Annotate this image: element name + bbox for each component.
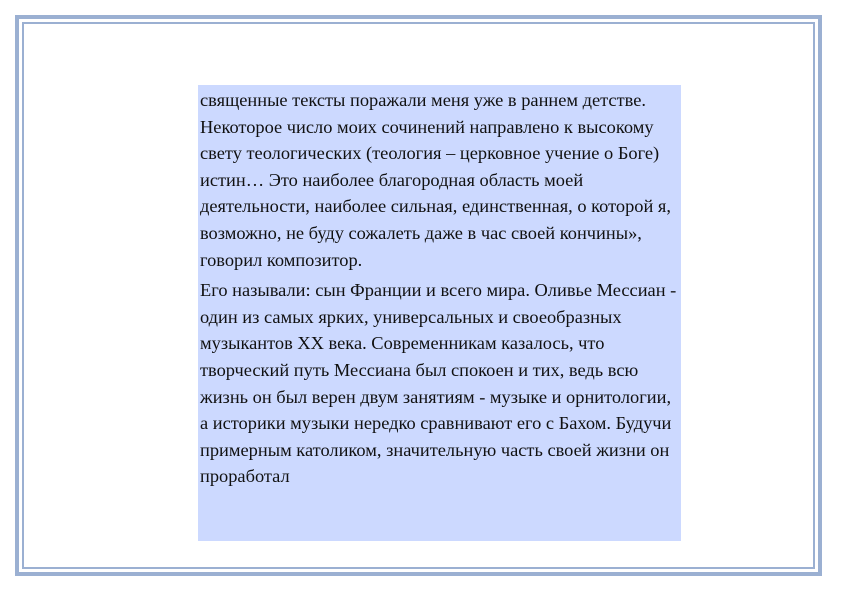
paragraph-quote-ending: священные тексты поражали меня уже в раннем детстве. Некоторое число моих сочинений направлено к высокому свету теологических (теология – церковное учение о Боге) истин… Это наиболее благородная область моей деятельности, наиболее сильная, единственная, о которой я, возможно, не буду сожалеть даже в час своей кончины», говорил композитор. xyxy=(200,90,671,270)
paragraph-messiaen-bio: Его называли: сын Франции и всего мира. Оливье Мессиан - один из самых ярких, универсальных и своеобразных музыкантов XX века. Современникам казалось, что творческий путь Мессиана был спокоен и тих, ведь всю жизнь он был верен двум занятиям - музыке и орнитологии, а историки музыки нередко сравнивают его с Бахом. Будучи примерным католиком, значительную часть своей жизни он проработал xyxy=(200,280,677,487)
text-block xyxy=(198,85,681,541)
